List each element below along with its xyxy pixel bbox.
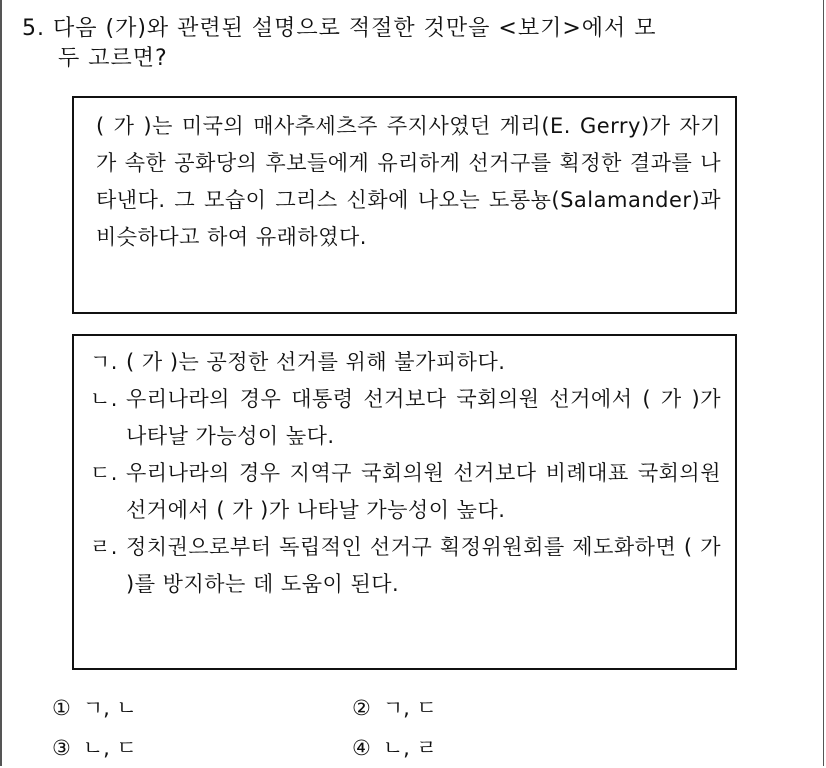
question-text-line1: 다음 (가)와 관련된 설명으로 적절한 것만을 <보기>에서 모: [53, 16, 657, 41]
choice-text: 우리나라의 경우 지역구 국회의원 선거보다 비례대표 국회의원 선거에서 ( 가 )가 나타날 가능성이 높다.: [126, 461, 721, 522]
answer-text: ㄱ, ㄷ: [382, 696, 437, 720]
choice-text: 우리나라의 경우 대통령 선거보다 국회의원 선거에서 ( 가 )가 나타날 가능성이 높다.: [126, 387, 721, 448]
passage-text: ( 가 )는 미국의 매사추세츠주 주지사였던 게리(E. Gerry)가 자기가 속한 공화당의 후보들에게 유리하게 선거구를 획정한 결과를 나타낸다. 그 모습이 그리스 신화에 나오는 도롱뇽(Salamander)과 비슷하다고 하여 유래하였다.: [96, 114, 721, 249]
passage-box: [72, 96, 737, 314]
choice-mark: ㄱ.: [90, 350, 118, 374]
answer-option-4[interactable]: [352, 728, 652, 768]
question-text-line2: 두 고르면?: [58, 46, 168, 71]
question-number: 5.: [22, 16, 45, 41]
answer-text: ㄴ, ㄷ: [82, 736, 137, 760]
answer-option-3[interactable]: [52, 728, 352, 768]
choice-mark: ㄹ.: [90, 535, 118, 559]
answer-row: [52, 728, 772, 768]
answer-option-1[interactable]: [52, 688, 352, 728]
choice-mark: ㄷ.: [90, 461, 118, 485]
question-stem: [22, 14, 782, 74]
answer-number: ③: [52, 736, 71, 760]
choices-box: [72, 334, 737, 670]
answer-text: ㄱ, ㄴ: [82, 696, 137, 720]
choice-item-3: [90, 455, 721, 529]
choice-text: 정치권으로부터 독립적인 선거구 획정위원회를 제도화하면 ( 가 )를 방지하는 데 도움이 된다.: [126, 535, 721, 596]
answer-row: [52, 688, 772, 728]
answer-text: ㄴ, ㄹ: [382, 736, 437, 760]
choice-item-4: [90, 529, 721, 603]
answer-number: ②: [352, 696, 371, 720]
choice-mark: ㄴ.: [90, 387, 118, 411]
answer-number: ④: [352, 736, 371, 760]
answer-option-2[interactable]: [352, 688, 652, 728]
choice-item-1: [90, 344, 721, 381]
answer-number: ①: [52, 696, 71, 720]
choice-item-2: [90, 381, 721, 455]
answer-options: [52, 688, 772, 768]
choice-text: ( 가 )는 공정한 선거를 위해 불가피하다.: [126, 350, 506, 374]
